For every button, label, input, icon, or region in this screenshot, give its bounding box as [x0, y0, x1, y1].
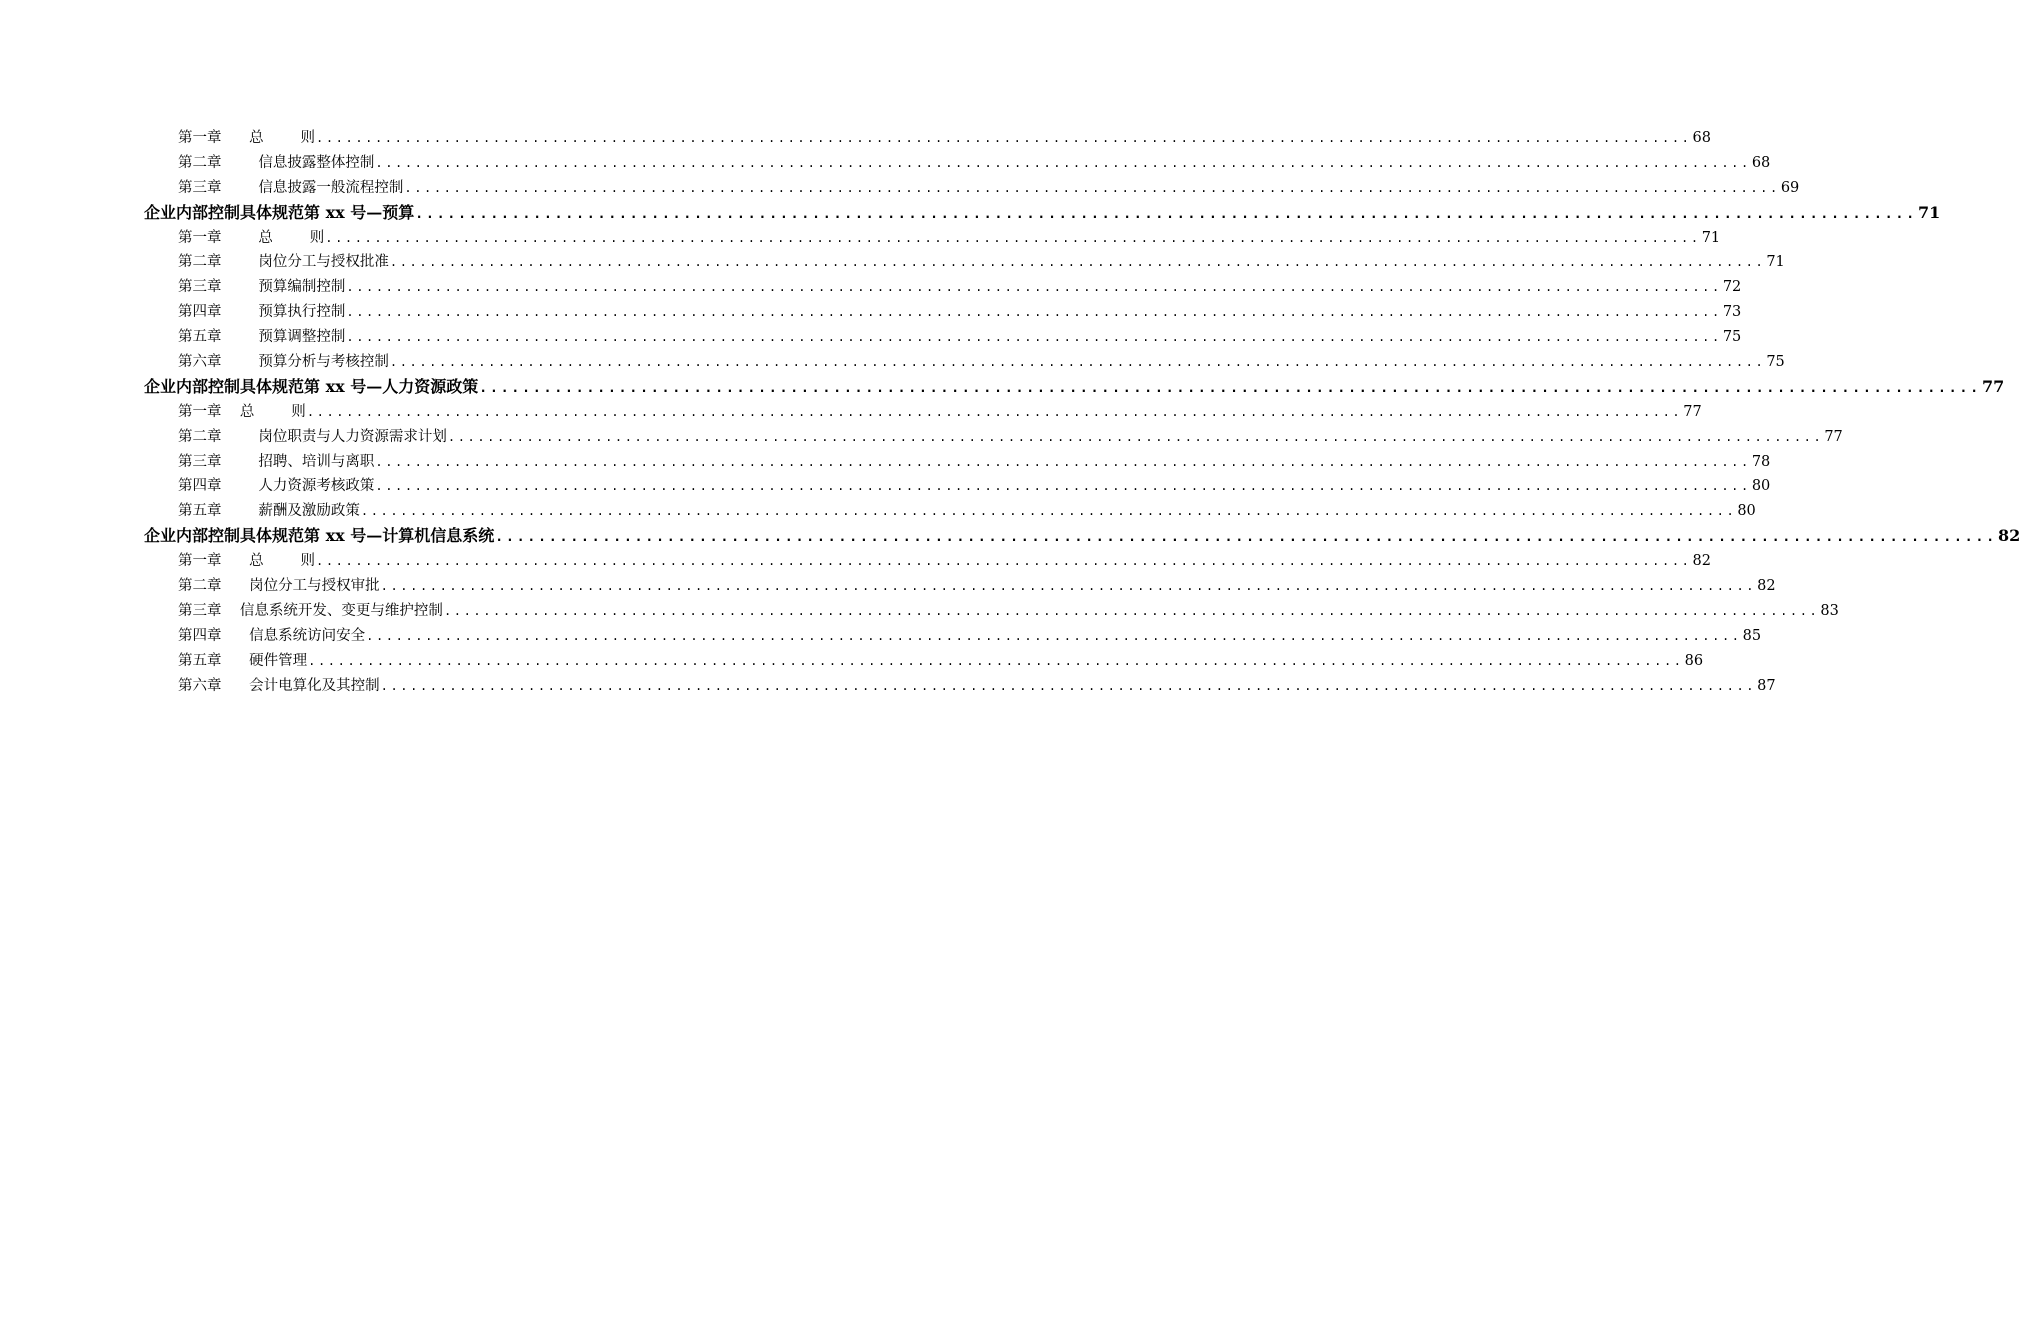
toc-entry-section[interactable] [144, 524, 2020, 549]
toc-entry-title: 第二章 岗位职责与人力资源需求计划 [178, 428, 447, 445]
toc-entry-page-number: 86 [1684, 652, 1704, 669]
toc-entry-title: 第五章 预算调整控制 [178, 329, 346, 346]
toc-entry-chapter[interactable] [178, 574, 1776, 599]
dot-leader: ............................................................................................................................................ [443, 603, 1820, 618]
toc-entry-title: 第三章 预算编制控制 [178, 279, 346, 296]
toc-entry-section[interactable] [144, 375, 2005, 400]
toc-entry-title: 第四章 人力资源考核政策 [178, 478, 375, 495]
dot-leader: ............................................................................................................................................ [346, 330, 1722, 345]
toc-section-title: 企业内部控制具体规范第 xx 号—计算机信息系统 [144, 526, 495, 546]
dot-leader: ............................................................................................................................................ [308, 653, 1684, 668]
toc-entry-page-number: 75 [1766, 354, 1785, 371]
toc-entry-page-number: 68 [1751, 154, 1771, 171]
toc-entry-page-number: 73 [1722, 304, 1742, 321]
toc-entry-chapter[interactable] [178, 674, 1776, 699]
dot-leader: ............................................................................................................................................ [380, 678, 1757, 693]
toc-entry-title: 第一章 总 则 [178, 130, 316, 146]
toc-entry-page-number: 82 [1757, 578, 1776, 595]
dot-leader: ............................................................................................................................................ [479, 380, 1981, 396]
dot-leader: ............................................................................................................................................ [447, 429, 1824, 444]
toc-entry-page-number: 71 [1766, 254, 1785, 271]
dot-leader: ............................................................................................................................................ [415, 206, 1917, 222]
toc-entry-title: 第三章 招聘、培训与离职 [178, 453, 375, 470]
toc-entry-page-number: 80 [1751, 478, 1771, 495]
dot-leader: ............................................................................................................................................ [389, 355, 1766, 370]
toc-entry-page-number: 77 [1981, 376, 2005, 396]
dot-leader: ............................................................................................................................................ [360, 504, 1737, 519]
toc-entry-page-number: 82 [1997, 526, 2020, 546]
dot-leader: ............................................................................................................................................ [316, 554, 1692, 569]
dot-leader: ............................................................................................................................................ [375, 479, 1751, 494]
toc-entry-chapter[interactable] [178, 599, 1839, 624]
toc-entry-page-number: 80 [1737, 503, 1756, 520]
toc-entry-page-number: 72 [1722, 279, 1742, 296]
toc-section-title: 企业内部控制具体规范第 xx 号—人力资源政策 [144, 376, 479, 396]
dot-leader: ............................................................................................................................................ [380, 579, 1757, 594]
toc-entry-chapter[interactable] [178, 126, 1711, 151]
toc-entry-chapter[interactable] [178, 474, 1771, 499]
toc-entry-chapter[interactable] [178, 250, 1785, 275]
toc-entry-title: 第一章 总 则 [178, 229, 325, 246]
toc-entry-chapter[interactable] [178, 176, 1800, 201]
toc-entry-title: 第一章 总 则 [178, 403, 306, 420]
toc-entry-page-number: 77 [1824, 428, 1843, 445]
toc-entry-title: 第一章 总 则 [178, 553, 316, 570]
toc-entry-page-number: 77 [1683, 403, 1702, 420]
toc-entry-title: 第二章 岗位分工与授权批准 [178, 254, 389, 271]
toc-entry-chapter[interactable] [178, 549, 1711, 574]
toc-entry-chapter[interactable] [178, 226, 1721, 251]
toc-entry-chapter[interactable] [178, 499, 1756, 524]
dot-leader: ............................................................................................................................................ [375, 454, 1751, 469]
toc-section-title: 企业内部控制具体规范第 xx 号—预算 [144, 202, 415, 222]
toc-entry-title: 第三章 信息披露一般流程控制 [178, 179, 404, 196]
toc-entry-title: 第二章 岗位分工与授权审批 [178, 578, 380, 595]
toc-entry-chapter[interactable] [178, 624, 1762, 649]
toc-entry-chapter[interactable] [178, 275, 1742, 300]
toc-entry-title: 第四章 预算执行控制 [178, 304, 346, 321]
toc-entry-chapter[interactable] [178, 450, 1771, 475]
toc-entry-chapter[interactable] [178, 325, 1742, 350]
toc-entry-section[interactable] [144, 201, 1941, 226]
dot-leader: ............................................................................................................................................ [389, 255, 1766, 270]
dot-leader: ............................................................................................................................................ [375, 155, 1751, 170]
dot-leader: ............................................................................................................................................ [346, 305, 1722, 320]
toc-entry-chapter[interactable] [178, 649, 1704, 674]
toc-entry-title: 第五章 硬件管理 [178, 652, 308, 669]
toc-entry-title: 第六章 预算分析与考核控制 [178, 354, 389, 371]
toc-entry-chapter[interactable] [178, 300, 1742, 325]
toc-entry-page-number: 87 [1757, 677, 1776, 694]
dot-leader: ............................................................................................................................................ [404, 180, 1780, 195]
table-of-contents [0, 126, 2020, 698]
toc-entry-page-number: 83 [1820, 602, 1839, 619]
toc-entry-title: 第六章 会计电算化及其控制 [178, 677, 380, 694]
toc-entry-page-number: 68 [1692, 130, 1711, 146]
toc-entry-page-number: 82 [1692, 553, 1711, 570]
dot-leader: ............................................................................................................................................ [346, 280, 1722, 295]
toc-entry-title: 第二章 信息披露整体控制 [178, 154, 375, 171]
toc-entry-chapter[interactable] [178, 350, 1785, 375]
toc-entry-page-number: 78 [1751, 453, 1771, 470]
toc-entry-page-number: 71 [1701, 229, 1721, 246]
toc-entry-title: 第五章 薪酬及激励政策 [178, 503, 360, 520]
toc-entry-title: 第四章 信息系统访问安全 [178, 627, 366, 644]
toc-entry-page-number: 85 [1742, 627, 1762, 644]
toc-entry-page-number: 71 [1917, 202, 1941, 222]
dot-leader: ............................................................................................................................................ [325, 230, 1701, 245]
toc-entry-page-number: 75 [1722, 329, 1742, 346]
toc-entry-chapter[interactable] [178, 151, 1771, 176]
toc-entry-title: 第三章 信息系统开发、变更与维护控制 [178, 602, 443, 619]
toc-entry-chapter[interactable] [178, 400, 1702, 425]
dot-leader: ............................................................................................................................................ [366, 628, 1742, 643]
dot-leader: ............................................................................................................................................ [495, 530, 1997, 546]
dot-leader: ............................................................................................................................................ [306, 404, 1683, 419]
toc-entry-page-number: 69 [1780, 179, 1800, 196]
toc-entry-chapter[interactable] [178, 425, 1843, 450]
dot-leader: ............................................................................................................................................ [316, 131, 1692, 145]
